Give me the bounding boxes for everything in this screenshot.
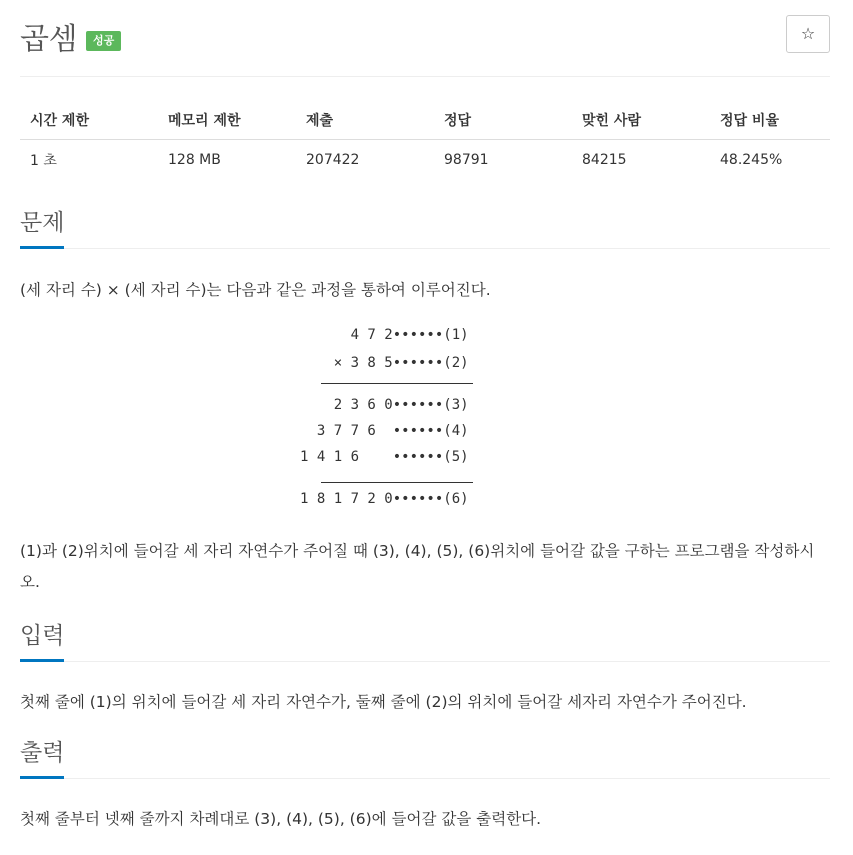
stats-header-time: 시간 제한 [20, 100, 158, 140]
stats-header-solvers: 맞힌 사람 [572, 100, 710, 140]
stats-header-memory: 메모리 제한 [158, 100, 296, 140]
problem-heading: 문제 [20, 204, 64, 249]
stats-value-row [20, 140, 830, 181]
stats-value-ratio: 48.245% [720, 152, 783, 168]
star-button[interactable] [786, 15, 830, 53]
problem-stats-table [20, 100, 830, 180]
multiplication-figure [300, 322, 600, 522]
stats-header-ratio: 정답 비율 [710, 100, 830, 140]
input-description: 첫째 줄에 (1)의 위치에 들어갈 세 자리 자연수가, 둘째 줄에 (2)의 위치에 들어갈 세자리 자연수가 주어진다. [20, 693, 747, 711]
stats-header-correct: 정답 [434, 100, 572, 140]
problem-section-header [20, 204, 830, 249]
figure-row-6: 1 8 1 7 2 0••••••(6) [300, 491, 469, 507]
output-description: 첫째 줄부터 넷째 줄까지 차례대로 (3), (4), (5), (6)에 들어갈 값을 출력한다. [20, 810, 542, 828]
figure-divider [321, 383, 473, 384]
problem-title: 곱셈 [20, 22, 77, 57]
figure-row-4: 3 7 7 6 ••••••(4) [300, 423, 469, 439]
input-section-header [20, 617, 830, 662]
figure-row-3: 2 3 6 0••••••(3) [300, 397, 469, 413]
stats-value-solvers: 84215 [582, 152, 627, 168]
output-section-header [20, 734, 830, 779]
stats-value-time: 1 초 [30, 153, 57, 169]
problem-page [20, 0, 830, 828]
stats-header-row [20, 100, 830, 140]
problem-description: (1)과 (2)위치에 들어갈 세 자리 자연수가 주어질 때 (3), (4), (5), (6)위치에 들어갈 값을 구하는 프로그램을 작성하시오. [20, 542, 815, 591]
status-badge: 성공 [86, 31, 121, 51]
stats-value-memory: 128 MB [168, 152, 221, 168]
figure-row-5: 1 4 1 6 ••••••(5) [300, 449, 469, 465]
figure-row-2: × 3 8 5••••••(2) [300, 355, 469, 371]
stats-header-submissions: 제출 [296, 100, 434, 140]
input-heading: 입력 [20, 617, 64, 662]
problem-intro: (세 자리 수) × (세 자리 수)는 다음과 같은 과정을 통하여 이루어진다. [20, 281, 491, 299]
stats-value-correct: 98791 [444, 152, 489, 168]
stats-value-submissions: 207422 [306, 152, 360, 168]
problem-header [20, 0, 830, 77]
figure-row-1: 4 7 2••••••(1) [300, 327, 469, 343]
output-heading: 출력 [20, 734, 64, 779]
star-icon: ☆ [800, 24, 816, 43]
figure-divider [321, 482, 473, 483]
